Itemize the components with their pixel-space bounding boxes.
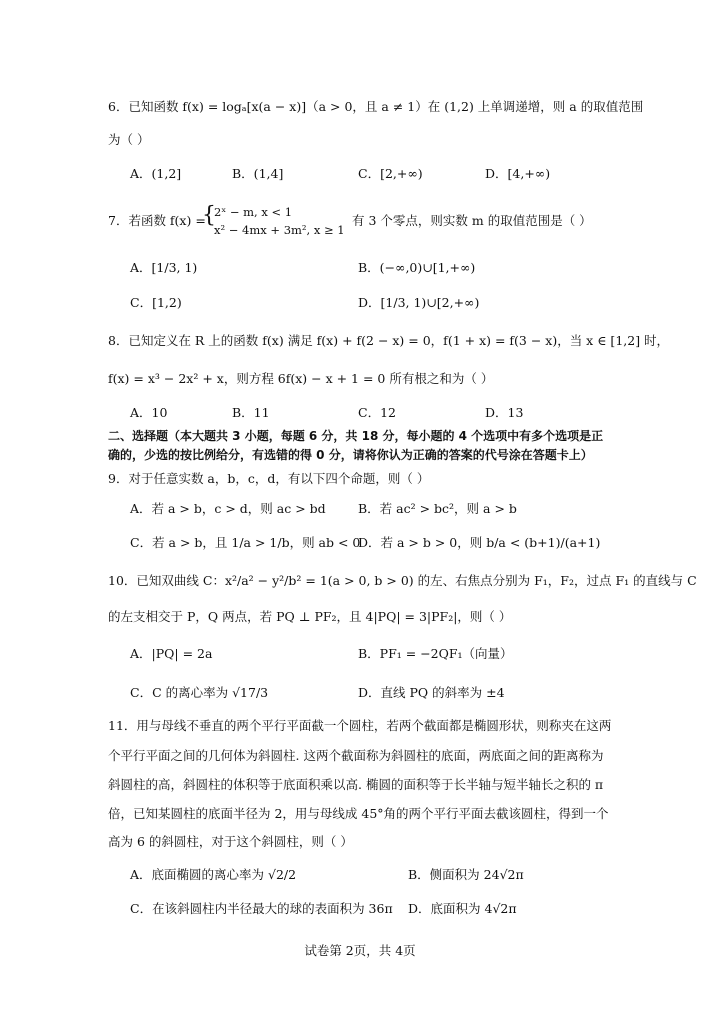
q10-stem-line2: 的左支相交于 P，Q 两点，若 PQ ⊥ PF₂，且 4|PQ| = 3|PF₂|，则（ ） bbox=[108, 609, 512, 624]
section2-heading-line2: 确的，少选的按比例给分，有选错的得 0 分，请将你认为正确的答案的代号涂在答题卡上） bbox=[108, 448, 593, 462]
q9-stem: 9．对于任意实数 a，b，c，d，有以下四个命题，则（ ） bbox=[108, 471, 430, 486]
q10-stem-line1: 10．已知双曲线 C：x²/a² − y²/b² = 1(a > 0, b > 0) 的左、右焦点分别为 F₁，F₂，过点 F₁ 的直线与 C bbox=[108, 573, 697, 588]
q9-option-d: D．若 a > b > 0，则 b/a < (b+1)/(a+1) bbox=[358, 535, 601, 550]
q7-option-a: A．[1/3, 1) bbox=[130, 260, 198, 275]
q7-option-d: D．[1/3, 1)∪[2,+∞) bbox=[358, 295, 480, 310]
q7-stem-a: 7．若函数 f(x) = bbox=[108, 213, 206, 228]
q11-option-b: B．侧面积为 24√2π bbox=[408, 867, 524, 882]
q7-brace: { bbox=[202, 203, 216, 228]
q10-option-d: D．直线 PQ 的斜率为 ±4 bbox=[358, 685, 505, 700]
q11-option-d: D．底面积为 4√2π bbox=[408, 901, 517, 916]
q8-stem-line1: 8．已知定义在 R 上的函数 f(x) 满足 f(x) + f(2 − x) = 0，f(1 + x) = f(3 − x)，当 x ∈ [1,2] 时， bbox=[108, 333, 670, 348]
q7-option-c: C．[1,2) bbox=[130, 295, 182, 310]
q8-option-a: A．10 bbox=[130, 405, 168, 420]
q7-stem-b: 有 3 个零点，则实数 m 的取值范围是（ ） bbox=[352, 213, 592, 228]
q6-option-a: A．(1,2] bbox=[130, 166, 182, 181]
section2-heading-line1: 二、选择题（本大题共 3 小题，每题 6 分，共 18 分，每小题的 4 个选项中有多个选项是正 bbox=[108, 429, 604, 443]
q6-option-d: D．[4,+∞) bbox=[485, 166, 551, 181]
q8-option-d: D．13 bbox=[485, 405, 524, 420]
q11-stem-line5: 高为 6 的斜圆柱，对于这个斜圆柱，则（ ） bbox=[108, 834, 353, 849]
q8-option-c: C．12 bbox=[358, 405, 396, 420]
q6-stem-line2: 为（ ） bbox=[108, 132, 150, 147]
page-footer: 试卷第 2页，共 4页 bbox=[304, 943, 416, 958]
q11-stem-line4: 倍，已知某圆柱的底面半径为 2，用与母线成 45°角的两个平行平面去截该圆柱，得到一个 bbox=[108, 806, 609, 821]
q6-option-c: C．[2,+∞) bbox=[358, 166, 423, 181]
q11-stem-line3: 斜圆柱的高，斜圆柱的体积等于底面积乘以高. 椭圆的面积等于长半轴与短半轴长之积的 π bbox=[108, 777, 604, 792]
q11-stem-line2: 个平行平面之间的几何体为斜圆柱. 这两个截面称为斜圆柱的底面，两底面之间的距离称为 bbox=[108, 748, 604, 763]
q7-option-b: B．(−∞,0)∪[1,+∞) bbox=[358, 260, 476, 275]
q9-option-c: C．若 a > b，且 1/a > 1/b，则 ab < 0 bbox=[130, 535, 361, 550]
q10-option-b: B．PF₁ = −2QF₁（向量） bbox=[358, 646, 513, 661]
q11-option-a: A．底面椭圆的离心率为 √2/2 bbox=[130, 867, 297, 882]
q7-case2: x² − 4mx + 3m², x ≥ 1 bbox=[214, 223, 345, 237]
q11-option-c: C．在该斜圆柱内半径最大的球的表面积为 36π bbox=[130, 901, 393, 916]
q10-option-a: A．|PQ| = 2a bbox=[130, 646, 213, 661]
q8-stem-line2: f(x) = x³ − 2x² + x，则方程 6f(x) − x + 1 = 0 所有根之和为（ ） bbox=[108, 371, 494, 386]
q9-option-b: B．若 ac² > bc²，则 a > b bbox=[358, 501, 517, 516]
q11-stem-line1: 11．用与母线不垂直的两个平行平面截一个圆柱，若两个截面都是椭圆形状，则称夹在这两 bbox=[108, 718, 612, 733]
q6-stem-line1: 6．已知函数 f(x) = logₐ[x(a − x)]（a > 0，且 a ≠ 1）在 (1,2) 上单调递增，则 a 的取值范围 bbox=[108, 99, 644, 114]
q6-option-b: B．(1,4] bbox=[232, 166, 284, 181]
q8-option-b: B．11 bbox=[232, 405, 270, 420]
q7-case1: 2ˣ − m, x < 1 bbox=[214, 205, 293, 219]
q9-option-a: A．若 a > b，c > d，则 ac > bd bbox=[130, 501, 326, 516]
q10-option-c: C．C 的离心率为 √17/3 bbox=[130, 685, 269, 700]
